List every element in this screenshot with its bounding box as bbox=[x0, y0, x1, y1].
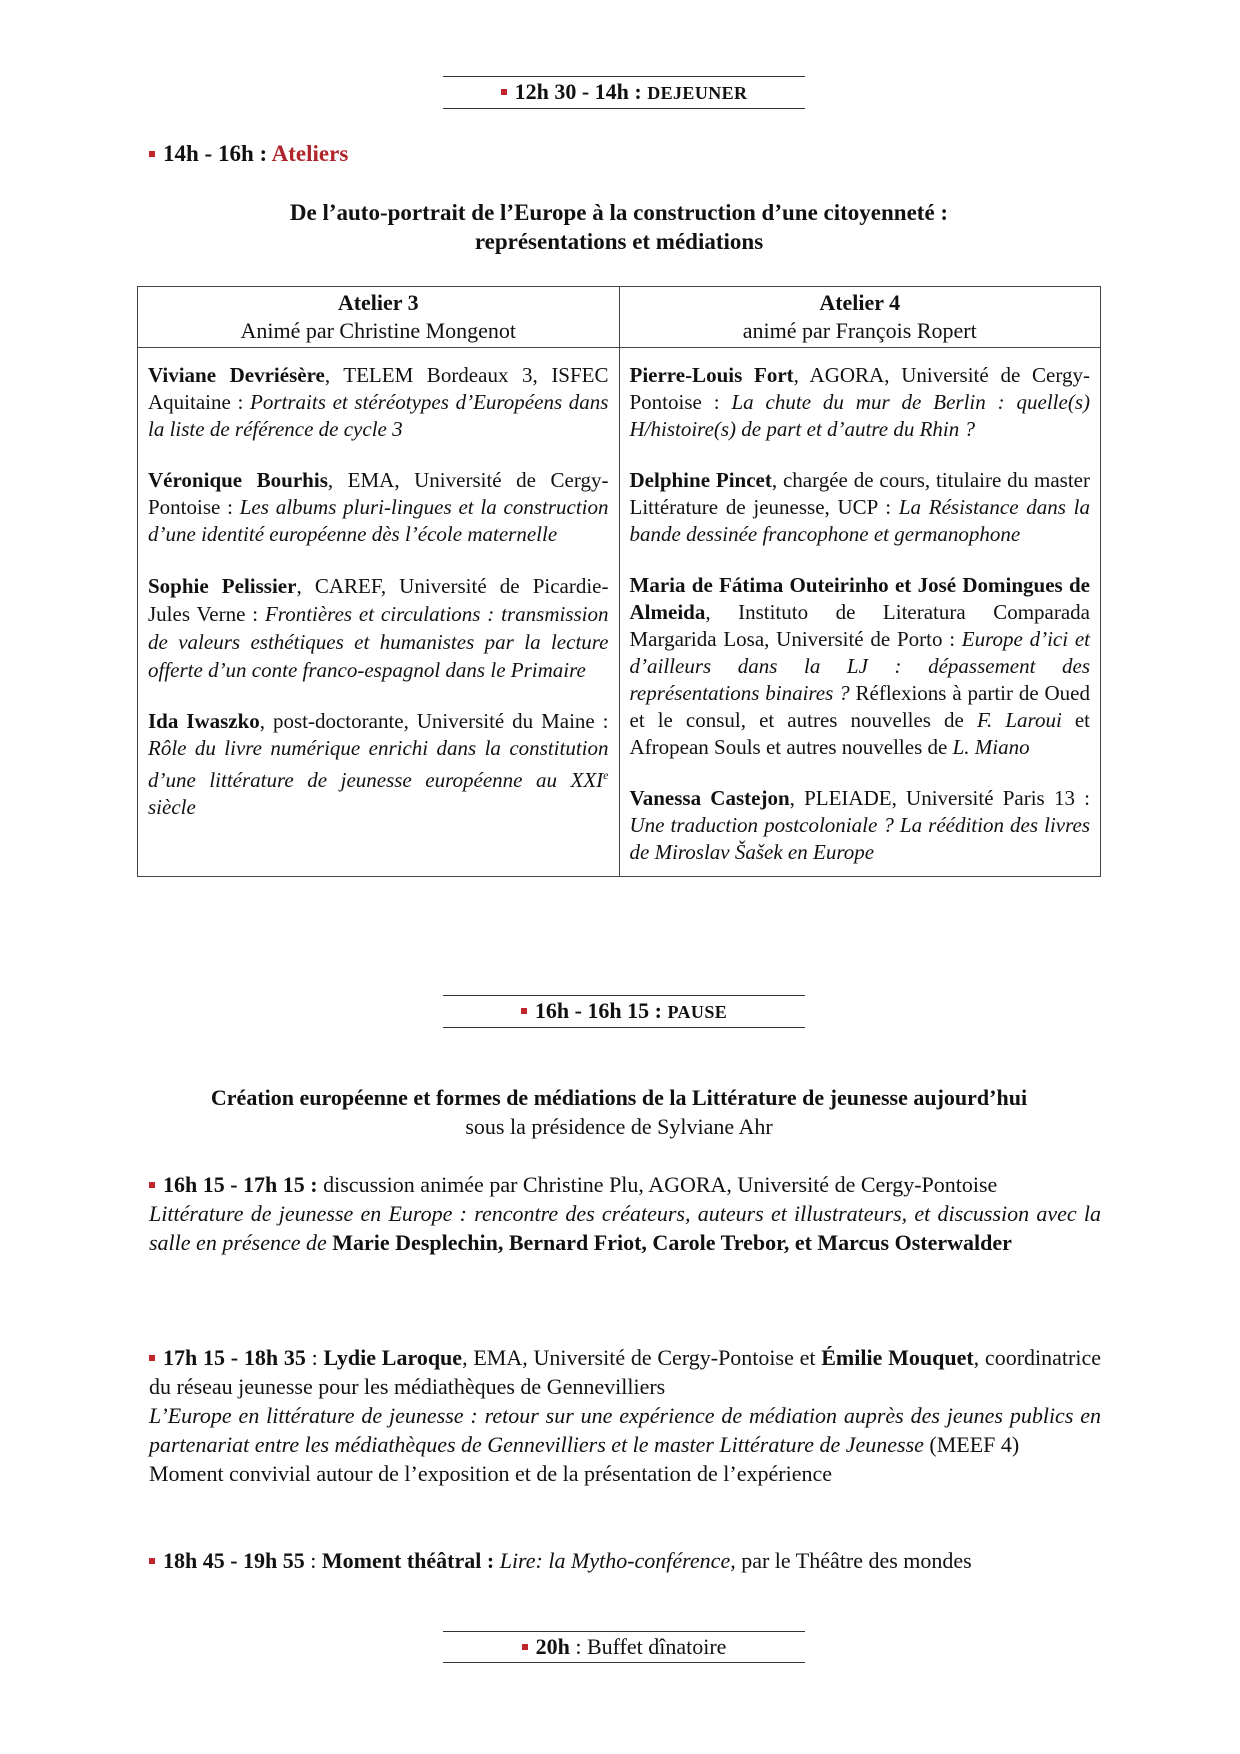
red-bullet-icon bbox=[149, 1182, 155, 1188]
red-bullet-icon bbox=[501, 89, 507, 95]
speaker-name: Viviane Devriésère bbox=[148, 363, 325, 387]
list-item bbox=[148, 467, 609, 548]
item3-italic: Lire: la Mytho-conférence, bbox=[494, 1548, 736, 1573]
buffet-banner bbox=[443, 1631, 805, 1663]
superscript: e bbox=[603, 768, 609, 782]
item2-text1: , EMA, Université de Cergy-Pontoise et bbox=[462, 1345, 822, 1370]
pause-label: PAUSE bbox=[667, 1002, 728, 1022]
speaker-name: Ida Iwaszko bbox=[148, 709, 260, 733]
atelier3-entries bbox=[138, 348, 620, 877]
speaker-affiliation: , chargée de cours, titulaire du master Littérature de jeunesse, UCP : bbox=[629, 468, 1090, 519]
programme-item-1 bbox=[149, 1170, 1101, 1257]
separator: : bbox=[305, 1345, 324, 1370]
buffet-label: Buffet dînatoire bbox=[586, 1634, 727, 1659]
red-bullet-icon bbox=[149, 151, 155, 157]
speaker-name: Vanessa Castejon bbox=[629, 786, 790, 810]
talk-note: et Afropean Souls et autres nouvelles de bbox=[629, 708, 1090, 759]
item3-time: 18h 45 - 19h 55 bbox=[163, 1548, 305, 1573]
talk-note: Réflexions à partir de Oued et le consul, et autres nouvelles de bbox=[629, 681, 1090, 732]
atelier4-name: Atelier 4 bbox=[819, 290, 901, 315]
item1-text: discussion animée par Christine Plu, AGORA, Université de Cergy-Pontoise bbox=[317, 1172, 998, 1197]
talk-title: La chute du mur de Berlin : quelle(s) H/histoire(s) de part et d’autre du Rhin ? bbox=[629, 390, 1090, 441]
speaker-name: Maria de Fátima Outeirinho et José Domingues de Almeida bbox=[629, 573, 1090, 624]
item2-italic: L’Europe en littérature de jeunesse : retour sur une expérience de médiation auprès des jeunes publics en partenariat entre les médiathèques de Gennevilliers et le master Littérature de Jeunesse bbox=[149, 1403, 1101, 1457]
item2-text2: , coordinatrice du réseau jeunesse pour les médiathèques de Gennevilliers bbox=[149, 1345, 1101, 1399]
lunch-label: DEJEUNER bbox=[647, 83, 748, 103]
speaker-name: Véronique Bourhis bbox=[148, 468, 328, 492]
talk-title: Portraits et stéréotypes d’Européens dans la liste de référence de cycle 3 bbox=[148, 390, 609, 441]
talk-title: La Résistance dans la bande dessinée francophone et germanophone bbox=[629, 495, 1090, 546]
list-item bbox=[630, 467, 1091, 548]
separator: : bbox=[569, 1634, 587, 1659]
speaker-name: Delphine Pincet bbox=[629, 468, 772, 492]
ateliers-title bbox=[137, 198, 1101, 256]
session2-presidency: sous la présidence de Sylviane Ahr bbox=[465, 1114, 773, 1139]
session2-heading bbox=[137, 1083, 1101, 1141]
lunch-time: 12h 30 - 14h : bbox=[514, 79, 642, 104]
ateliers-label: Ateliers bbox=[271, 141, 349, 166]
atelier4-header bbox=[619, 287, 1101, 348]
item1-guests: Marie Desplechin, Bernard Friot, Carole Trebor, et Marcus Osterwalder bbox=[332, 1230, 1012, 1255]
speaker-affiliation: , AGORA, Université de Cergy-Pontoise : bbox=[629, 363, 1090, 414]
ateliers-table bbox=[137, 286, 1101, 877]
list-item bbox=[630, 362, 1091, 443]
speaker-affiliation: , post-doctorante, Université du Maine : bbox=[259, 709, 609, 733]
separator: : bbox=[304, 1548, 322, 1573]
speaker-affiliation: , PLEIADE, Université Paris 13 : bbox=[789, 786, 1090, 810]
ateliers-title-line1: De l’auto-portrait de l’Europe à la construction d’une citoyenneté : bbox=[289, 200, 949, 225]
list-item bbox=[148, 572, 609, 684]
item2-speaker1: Lydie Laroque bbox=[323, 1345, 463, 1370]
speaker-affiliation: , EMA, Université de Cergy-Pontoise : bbox=[148, 468, 609, 519]
programme-item-3 bbox=[149, 1546, 1101, 1575]
item2-time: 17h 15 - 18h 35 bbox=[163, 1345, 306, 1370]
list-item bbox=[630, 785, 1091, 866]
session2-title: Création européenne et formes de médiations de la Littérature de jeunesse aujourd’hui bbox=[210, 1085, 1028, 1110]
programme-item-2 bbox=[149, 1343, 1101, 1488]
atelier3-header bbox=[138, 287, 620, 348]
red-bullet-icon bbox=[521, 1008, 527, 1014]
list-item bbox=[148, 708, 609, 821]
item3-text: par le Théâtre des mondes bbox=[735, 1548, 972, 1573]
speaker-affiliation: , CAREF, Université de Picardie-Jules Verne : bbox=[148, 574, 609, 626]
list-item bbox=[630, 572, 1091, 761]
author-name: L. Miano bbox=[952, 735, 1030, 759]
item2-moment: Moment convivial autour de l’exposition et de la présentation de l’expérience bbox=[149, 1461, 832, 1486]
talk-title: Frontières et circulations : transmission de valeurs esthétiques et humanistes par la lecture offerte d’un conte franco-espagnol dans le Primaire bbox=[148, 602, 609, 682]
talk-title: Les albums pluri-lingues et la construction d’une identité européenne dès l’école maternelle bbox=[148, 495, 609, 546]
ateliers-header-row bbox=[138, 287, 1101, 348]
red-bullet-icon bbox=[149, 1355, 155, 1361]
item2-after: (MEEF 4) bbox=[923, 1432, 1020, 1457]
item2-speaker2: Émilie Mouquet bbox=[821, 1345, 974, 1370]
speaker-affiliation: , Instituto de Literatura Comparada Margarida Losa, Université de Porto : bbox=[629, 600, 1090, 651]
speaker-name: Pierre-Louis Fort bbox=[629, 363, 794, 387]
pause-time: 16h - 16h 15 : bbox=[534, 998, 662, 1023]
talk-title-end: siècle bbox=[148, 795, 196, 819]
atelier3-host: Animé par Christine Mongenot bbox=[240, 318, 517, 343]
atelier4-entries bbox=[619, 348, 1101, 877]
ateliers-title-line2: représentations et médiations bbox=[474, 229, 764, 254]
talk-title: Rôle du livre numérique enrichi dans la constitution d’une littérature de jeunesse européenne au XXI bbox=[148, 736, 609, 792]
talk-title: Europe d’ici et d’ailleurs dans la LJ : dépassement des représentations binaires ? bbox=[629, 627, 1090, 705]
ateliers-body-row bbox=[138, 348, 1101, 877]
item1-time: 16h 15 - 17h 15 : bbox=[163, 1172, 318, 1197]
item1-italic: Littérature de jeunesse en Europe : rencontre des créateurs, auteurs et illustrateurs, et discussion avec la salle en présence de bbox=[149, 1201, 1101, 1255]
talk-title: Une traduction postcoloniale ? La réédition des livres de Miroslav Šašek en Europe bbox=[629, 813, 1090, 864]
speaker-affiliation: , TELEM Bordeaux 3, ISFEC Aquitaine : bbox=[148, 363, 609, 414]
ateliers-heading bbox=[149, 141, 348, 167]
item3-label: Moment théâtral : bbox=[321, 1548, 495, 1573]
speaker-name: Sophie Pelissier bbox=[148, 574, 297, 598]
atelier4-host: animé par François Ropert bbox=[742, 318, 977, 343]
author-name: F. Laroui bbox=[976, 708, 1062, 732]
lunch-break-banner bbox=[443, 76, 805, 109]
buffet-time: 20h bbox=[535, 1634, 570, 1659]
list-item bbox=[148, 362, 609, 443]
red-bullet-icon bbox=[522, 1644, 528, 1650]
pause-banner bbox=[443, 995, 805, 1028]
atelier3-name: Atelier 3 bbox=[337, 290, 419, 315]
red-bullet-icon bbox=[149, 1558, 155, 1564]
ateliers-time: 14h - 16h : bbox=[163, 141, 268, 166]
